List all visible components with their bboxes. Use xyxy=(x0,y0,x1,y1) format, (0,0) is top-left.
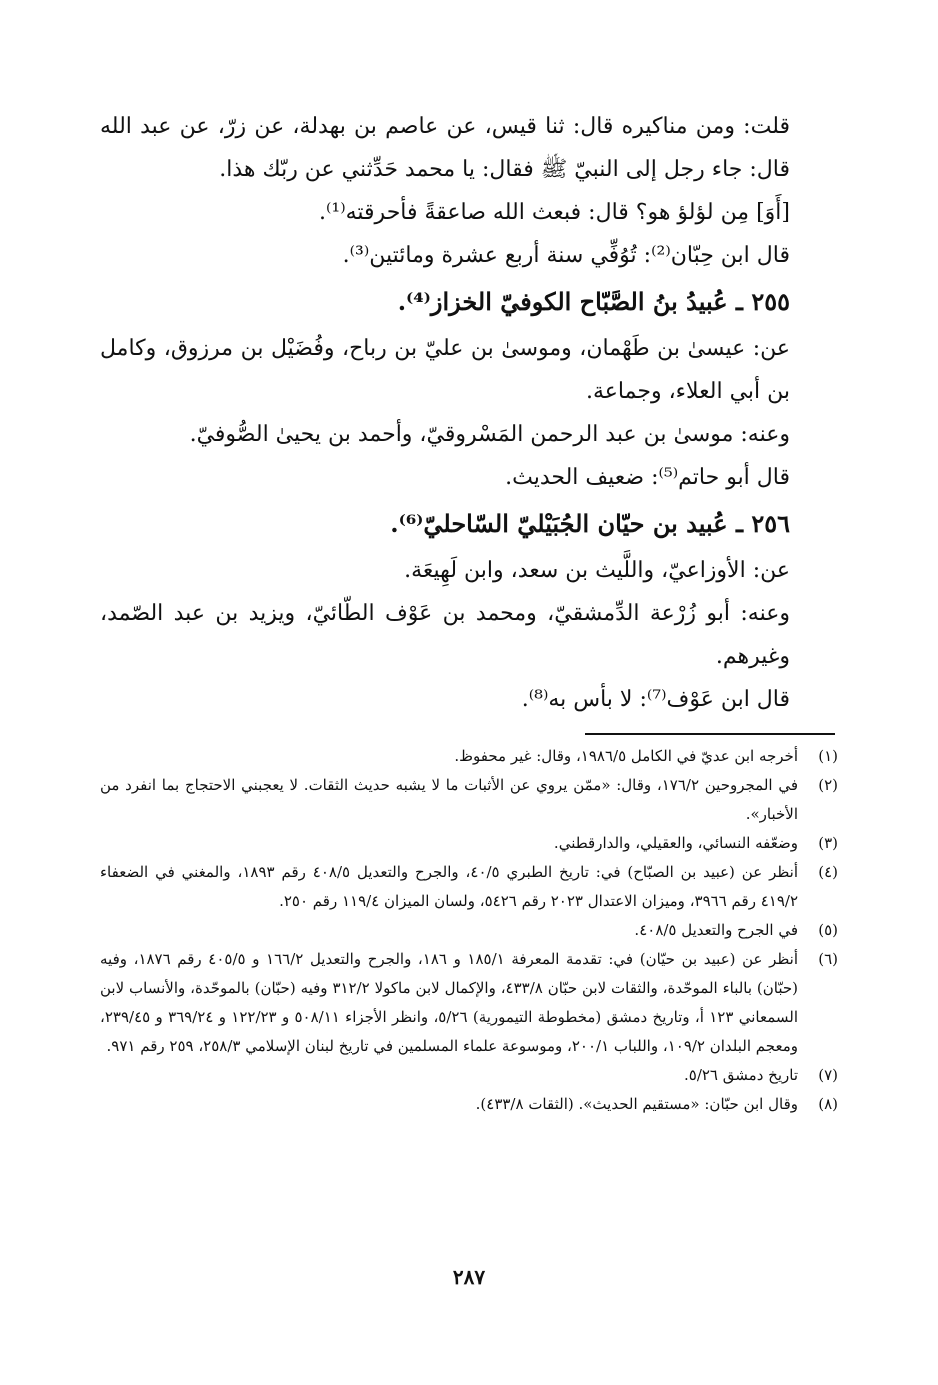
paragraph: [أَوَ] مِن لؤلؤ هو؟ قال: فبعث الله صاعقةً فأحرقته⁽¹⁾. xyxy=(318,200,790,225)
paragraph: وعنه: أبو زُرْعة الدِّمشقيّ، ومحمد بن عَوْف الطّائيّ، ويزيد بن عبد الصّمد، وغيرهم. xyxy=(100,601,790,669)
footnote-text: في المجروحين ١٧٦/٢، وقال: «ممّن يروي عن الأثبات ما لا يشبه حديث الثقات. لا يعجبني الاحتجاج بما انفرد من الأخبار». xyxy=(100,776,798,823)
paragraph: وعنه: موسىٰ بن عبد الرحمن المَسْروقيّ، وأحمد بن يحيىٰ الصُّوفيّ. xyxy=(189,422,790,447)
paragraph: عن: الأوزاعيّ، واللَّيث بن سعد، وابن لَهِيعَة. xyxy=(404,558,790,583)
footnote xyxy=(100,829,838,858)
footnote-number: (٧) xyxy=(818,1066,838,1084)
footnote-text: وضعّفه النسائي، والعقيلي، والدارقطني. xyxy=(553,834,798,852)
entry-heading: ٢٥٦ ـ عُبيد بن حيّان الجُبَيْليّ السّاحليّ⁽⁶⁾. xyxy=(390,509,790,538)
page-number: ٢٨٧ xyxy=(452,1265,486,1289)
paragraph: قلت: ومن مناكيره قال: ثنا قيس، عن عاصم بن بهدلة، عن زرّ، عن عبد الله قال: جاء رجل إلى النبيّ ﷺ فقال: يا محمد حَدِّثني عن ربّك هذا. xyxy=(100,114,790,182)
footnote xyxy=(100,858,838,916)
footnote xyxy=(100,771,838,829)
footnote-text: أخرجه ابن عديّ في الكامل ١٩٨٦/٥، وقال: غير محفوظ. xyxy=(454,747,798,765)
footnote xyxy=(100,1061,838,1090)
footnote-number: (٢) xyxy=(818,776,838,794)
footnote-number: (٦) xyxy=(818,950,838,968)
paragraph: قال ابن عَوْف⁽⁷⁾: لا بأس به⁽⁸⁾. xyxy=(521,687,790,712)
footnote-text: أنظر عن (عبيد بن الصبّاح) في: تاريخ الطبري ٤٠/٥، والجرح والتعديل ٤٠٨/٥ رقم ١٨٩٣، والمغني في الضعفاء ٤١٩/٢ رقم ٣٩٦٦، وميزان الاعتدال ٢٠٢٣ رقم ٥٤٢٦، ولسان الميزان ١١٩/٤ رقم ٢٥٠. xyxy=(100,863,798,910)
footnote-divider xyxy=(585,733,835,735)
footnote-text: تاريخ دمشق ٥/٢٦. xyxy=(683,1066,798,1084)
main-text xyxy=(100,105,838,721)
footnote-text: أنظر عن (عبيد بن حيّان) في: تقدمة المعرفة ١٨٥/١ و ١٨٦، والجرح والتعديل ١٦٦/٢ و ٤٠٥/٥ رقم ١٨٧٦، وفيه (حبّان) بالباء الموحّدة، والثقات لابن حبّان ٤٣٣/٨، والإكمال لابن ماكولا ٣١٢/٢ وفيه (حبّان) بالموحّدة، والأنساب لابن السمعاني ١٢٣ أ، وتاريخ دمشق (مخطوطة التيمورية) ٥/٢٦، وانظر الأجزاء ٥٠٨/١١ و ١٢٢/٢٣ و ٣٦٩/٢٤ و ٢٣٩/٤٥، ومعجم البلدان ١٠٩/٢، واللباب ٢٠٠/١، وموسوعة علماء المسلمين في تاريخ لبنان الإسلامي ٢٥٨/٣، ٢٥٩ رقم ٩٧١. xyxy=(100,950,799,1055)
footnote-number: (٣) xyxy=(818,834,838,852)
footnote-text: في الجرح والتعديل ٤٠٨/٥. xyxy=(634,921,798,939)
entry-heading: ٢٥٥ ـ عُبيدُ بنُ الصَّبّاح الكوفيّ الخزاز⁽⁴⁾. xyxy=(397,287,790,316)
footnote-number: (٨) xyxy=(818,1095,838,1113)
footnote-number: (١) xyxy=(818,747,838,765)
footnotes xyxy=(100,742,838,1119)
footnote xyxy=(100,916,838,945)
footnote-number: (٥) xyxy=(818,921,838,939)
footnote xyxy=(100,742,838,771)
paragraph: قال أبو حاتم⁽⁵⁾: ضعيف الحديث. xyxy=(505,465,790,490)
footnote xyxy=(100,945,838,1061)
paragraph: عن: عيسىٰ بن طَهْمان، وموسىٰ بن عليّ بن رباح، وفُضَيْل بن مرزوق، وكامل بن أبي العلاء، وجماعة. xyxy=(100,336,790,404)
footnote-number: (٤) xyxy=(818,863,838,881)
footnote-text: وقال ابن حبّان: «مستقيم الحديث». (الثقات ٤٣٣/٨). xyxy=(475,1095,798,1113)
paragraph: قال ابن حِبّان⁽²⁾: تُوُفِّي سنة أربع عشرة ومائتين⁽³⁾. xyxy=(342,243,790,268)
footnote xyxy=(100,1090,838,1119)
